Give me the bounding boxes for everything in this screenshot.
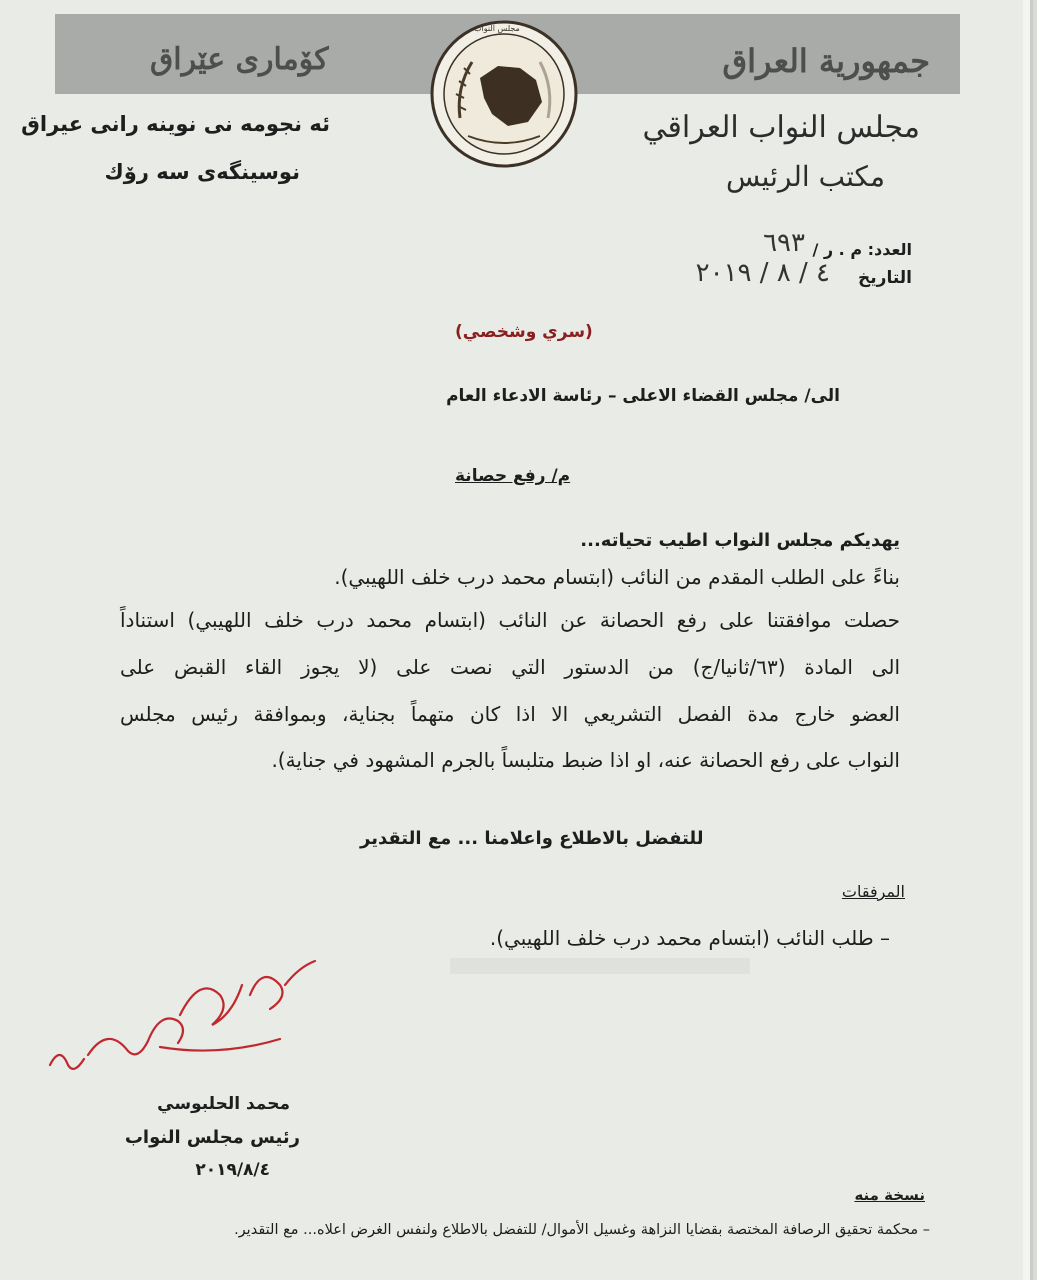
body-line: الى المادة (٦٣/ثانيا/ج) من الدستور التي نصت على (لا يجوز القاء القبض على (120, 655, 900, 679)
emblem-label: مجلس النواب (474, 24, 520, 33)
closing-line: للتفضل بالاطلاع واعلامنا ... مع التقدير (360, 828, 704, 849)
copy-item: – محكمة تحقيق الرصافة المختصة بقضايا النزاهة وغسيل الأموال/ للتفضل بالاطلاع ولنفس الغرض اعلاه... مع التقدير. (234, 1222, 930, 1238)
kurdish-council: ئه نجومه نی نوینه رانی عیراق (21, 112, 330, 136)
body-line: بناءً على الطلب المقدم من النائب (ابتسام محمد درب خلف اللهيبي). (334, 565, 900, 589)
signatory-title: رئيس مجلس النواب (124, 1127, 300, 1148)
page-edge (1023, 0, 1030, 1280)
body-line: حصلت موافقتنا على رفع الحصانة عن النائب (ابتسام محمد درب خلف اللهيبي) استناداً (120, 608, 900, 632)
date-value: ٤ / ٨ / ٢٠١٩ (695, 258, 830, 288)
arabic-title: جمهورية العراق (722, 42, 930, 80)
number-label: العدد: م . ر / (812, 240, 912, 259)
signatory-name: محمد الحلبوسي (157, 1094, 290, 1114)
classification: (سري وشخصي) (455, 322, 593, 342)
attachment-item: – طلب النائب (ابتسام محمد درب خلف اللهيبي). (489, 926, 890, 950)
greeting: يهديكم مجلس النواب اطيب تحياته... (580, 530, 900, 551)
attachments-label: المرفقات (841, 882, 905, 901)
body-line: النواب على رفع الحصانة عنه، او اذا ضبط متلبساً بالجرم المشهود في جناية). (271, 748, 900, 772)
body-line: العضو خارج مدة الفصل التشريعي الا اذا كان متهماً بجناية، وبموافقة رئيس مجلس (120, 702, 900, 726)
parliament-emblem-icon (428, 18, 580, 170)
office-name: مكتب الرئيس (725, 160, 885, 193)
date-label: التاريخ (858, 268, 912, 288)
handwritten-signature (40, 955, 340, 1105)
signature-date: ٢٠١٩/٨/٤ (195, 1160, 270, 1180)
subject: م/ رفع حصانة (455, 466, 571, 486)
kurdish-title: کۆماری عێراق (150, 42, 329, 77)
council-name: مجلس النواب العراقي (642, 110, 920, 145)
recipient: الى/ مجلس القضاء الاعلى – رئاسة الادعاء العام (446, 386, 840, 406)
copy-label: نسخة منه (854, 1186, 925, 1204)
kurdish-office: نوسینگه‌ی سه رۆك (104, 160, 300, 184)
number-value: ٦٩٣ (763, 228, 805, 258)
bleed-through-text (450, 958, 750, 974)
